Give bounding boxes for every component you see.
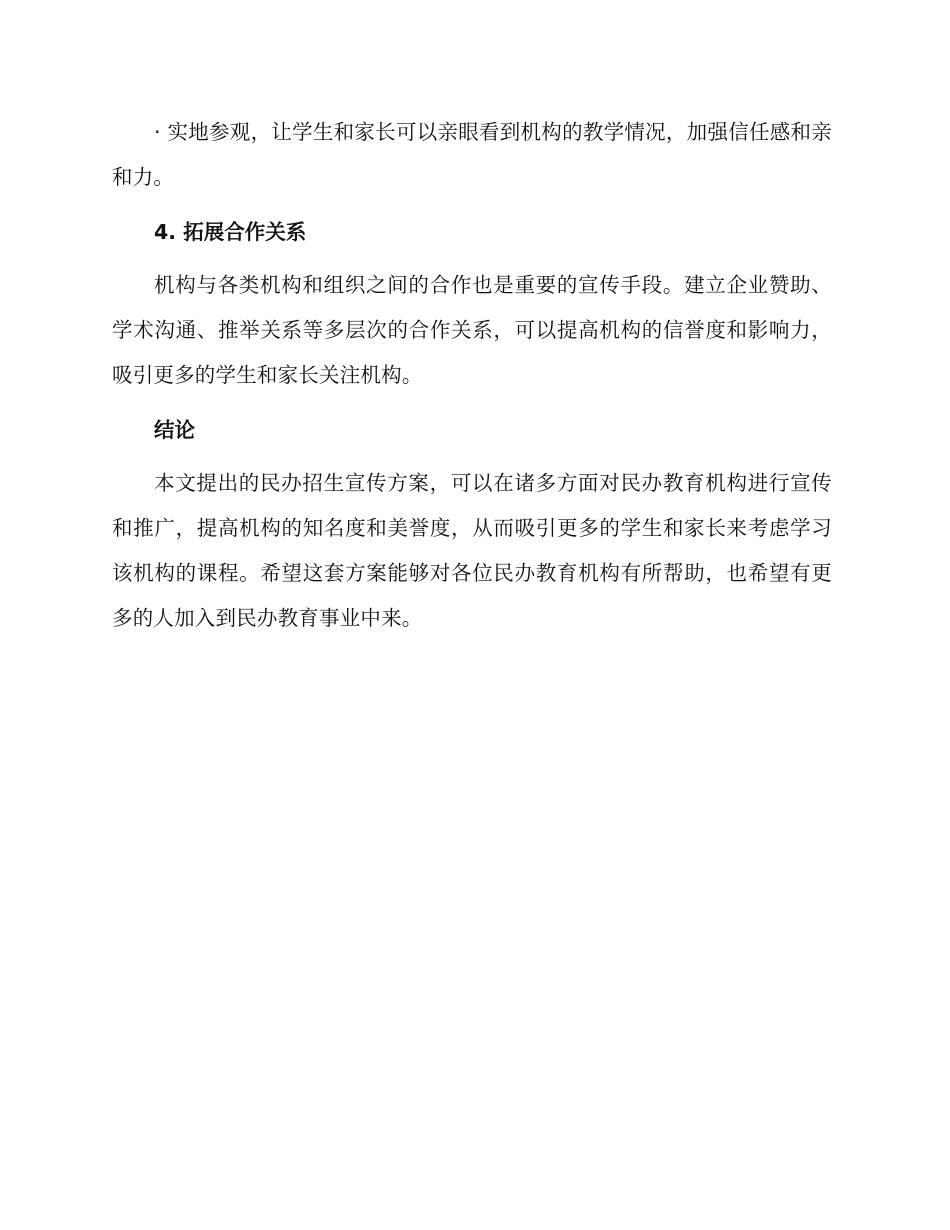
paragraph-conclusion: 本文提出的民办招生宣传方案，可以在诸多方面对民办教育机构进行宣传和推广，提高机构的知名度和美誉度，从而吸引更多的学生和家长来考虑学习该机构的课程。希望这套方案能够对各位民办教育机构有所帮助，也希望有更多的人加入到民办教育事业中来。	[112, 471, 832, 630]
bullet-paragraph-site-visit: · 实地参观，让学生和家长可以亲眼看到机构的教学情况，加强信任感和亲和力。	[112, 120, 832, 189]
section-heading-conclusion: 结论	[154, 418, 195, 442]
paragraph-cooperation: 机构与各类机构和组织之间的合作也是重要的宣传手段。建立企业赞助、学术沟通、推举关系等多层次的合作关系，可以提高机构的信誉度和影响力，吸引更多的学生和家长关注机构。	[112, 273, 832, 387]
document-page	[112, 110, 832, 651]
section-heading-cooperation: 4. 拓展合作关系	[154, 220, 307, 244]
